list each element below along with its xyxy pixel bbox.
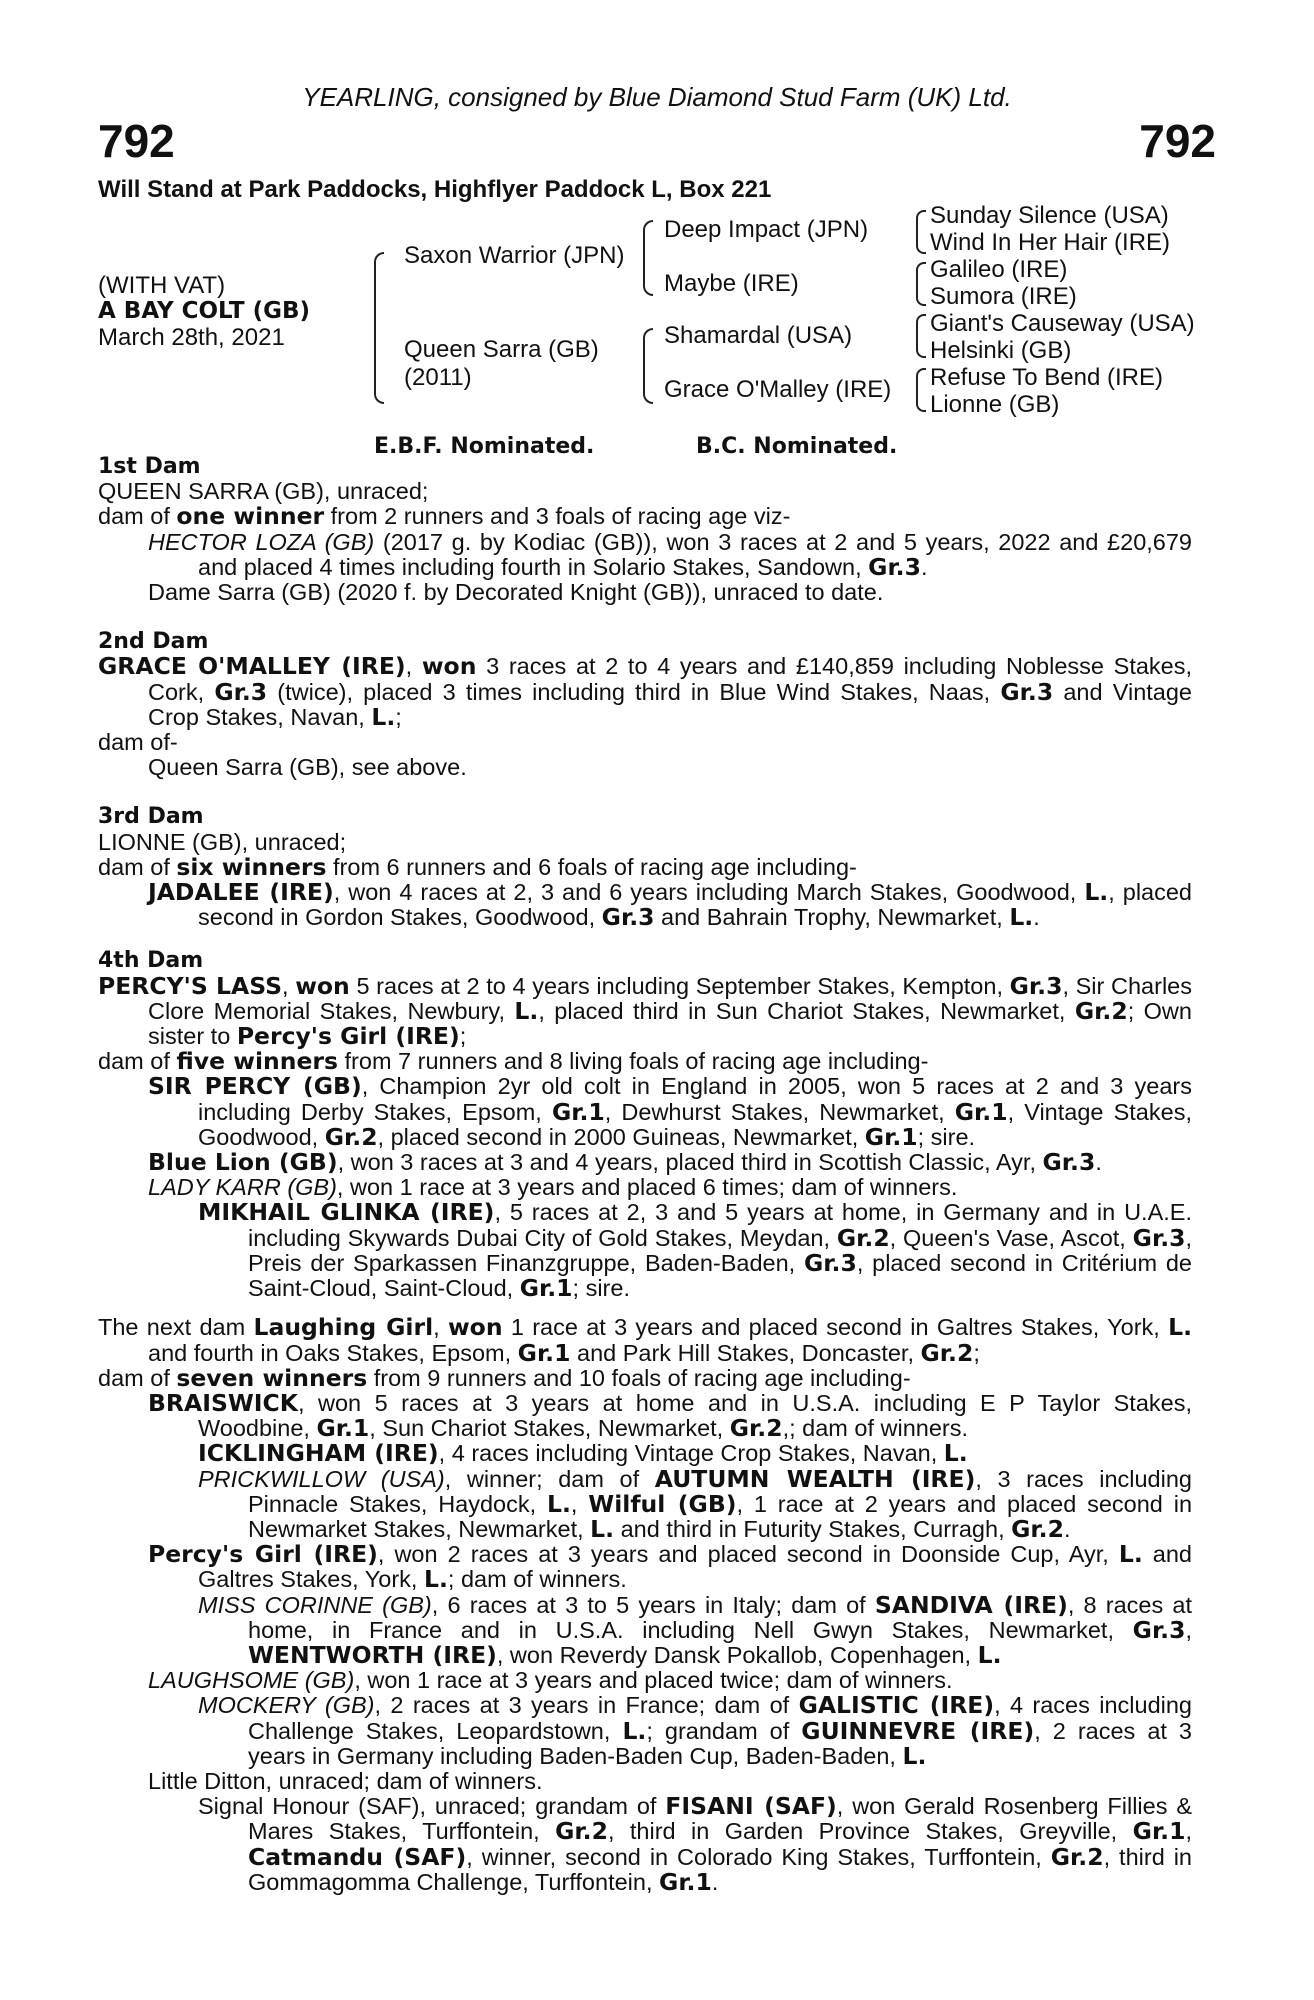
third-dam-produce: dam of six winners from 6 runners and 6 foals of racing age including- (98, 852, 857, 881)
pedigree-g1: Sunday Silence (USA) (930, 202, 1169, 229)
pedigree-brace-g4 (916, 368, 926, 412)
second-dam-record: GRACE O'MALLEY (IRE), won 3 races at 2 to 4 years and £140,859 including Noblesse Stakes, Cork, Gr.3 (twice), placed 3 times including third in Blue Wind Stakes, Naas, Gr.3 and Vintage Crop Stakes, Navan, L.; (98, 652, 1193, 731)
pedigree-g8: Lionne (GB) (930, 391, 1060, 418)
pedigree-brace-sire (643, 220, 653, 296)
fourth-dam-produce: dam of five winners from 7 runners and 8 living foals of racing age including- (98, 1047, 929, 1076)
dam-year: (2011) (404, 364, 472, 391)
third-dam-progeny: JADALEE (IRE), won 4 races at 2, 3 and 6 years including March Stakes, Goodwood, L., placed second in Gordon Stakes, Goodwood, Gr.3 and Bahrain Trophy, Newmarket, L.. (148, 878, 1192, 932)
fourth-dam-progeny-lady-karr: LADY KARR (GB), won 1 race at 3 years and placed 6 times; dam of winners. (148, 1174, 958, 1201)
sire-sire: Deep Impact (JPN) (664, 216, 869, 243)
pedigree-g3: Galileo (IRE) (930, 256, 1068, 283)
second-dam-heading: 2nd Dam (98, 629, 209, 655)
fourth-dam-progeny-sir-percy: SIR PERCY (GB), Champion 2yr old colt in England in 2005, won 5 races at 2 and 3 years including Derby Stakes, Epsom, Gr.1, Dewhurst Stakes, Newmarket, Gr.1, Vintage Stakes, Goodwood, Gr.2, placed second in 2000 Guineas, Newmarket, Gr.1; sire. (148, 1072, 1192, 1151)
pedigree-g2: Wind In Her Hair (IRE) (930, 229, 1171, 256)
pedigree-g4: Sumora (IRE) (930, 283, 1077, 310)
pedigree-brace-g2 (916, 262, 926, 306)
next-dam-grandprogeny-icklingham: ICKLINGHAM (IRE), 4 races including Vintage Crop Stakes, Navan, L. (198, 1439, 968, 1468)
next-dam-produce: dam of seven winners from 9 runners and 10 foals of racing age including- (98, 1363, 911, 1392)
pedigree-brace-g3 (916, 314, 926, 358)
first-dam-heading: 1st Dam (98, 454, 201, 479)
catalogue-body (98, 454, 1192, 1895)
pedigree-g5: Giant's Causeway (USA) (930, 310, 1195, 337)
next-dam-progeny-little-ditton: Little Ditton, unraced; dam of winners. (148, 1767, 543, 1794)
next-dam-progeny-braiswick: BRAISWICK, won 5 races at 3 years at home and in U.S.A. including E P Taylor Stakes, Woodbine, Gr.1, Sun Chariot Stakes, Newmarket, Gr.2,; dam of winners. (148, 1388, 1192, 1443)
first-dam-produce: dam of one winner from 2 runners and 3 foals of racing age viz- (98, 502, 791, 531)
fourth-dam-record: PERCY'S LASS, won 5 races at 2 to 4 years including September Stakes, Kempton, Gr.3, Sir Charles Clore Memorial Stakes, Newbury, L., placed third in Sun Chariot Stakes, Newmarket, Gr.2; Own sister to Percy's Girl (IRE); (98, 971, 1192, 1051)
fourth-dam-progeny-blue-lion: Blue Lion (GB), won 3 races at 3 and 4 years, placed third in Scottish Classic, Ayr, Gr.3. (148, 1148, 1102, 1177)
dam-sire: Shamardal (USA) (664, 322, 853, 349)
next-dam-grandprogeny-signal-honour: Signal Honour (SAF), unraced; grandam of FISANI (SAF), won Gerald Rosenberg Fillies & Mares Stakes, Turffontein, Gr.2, third in Garden Province Stakes, Greyville, Gr.1, Catmandu (SAF), winner, second in Colorado King Stakes, Turffontein, Gr.2, third in Gommagomma Challenge, Turffontein, Gr.1. (198, 1792, 1193, 1896)
fourth-dam-grandprogeny-mikhail-glinka: MIKHAIL GLINKA (IRE), 5 races at 2, 3 and 5 years at home, in Germany and in U.A.E. including Skywards Dubai City of Gold Stakes, Meydan, Gr.2, Queen's Vase, Ascot, Gr.3, Preis der Sparkassen Finanzgruppe, Baden-Baden, Gr.3, placed second in Critérium de Saint-Cloud, Saint-Cloud, Gr.1; sire. (198, 1198, 1193, 1303)
next-dam-record: The next dam Laughing Girl, won 1 race at 3 years and placed second in Galtres Stakes, York, L. and fourth in Oaks Stakes, Epsom, Gr.1 and Park Hill Stakes, Doncaster, Gr.2; (98, 1313, 1192, 1367)
consignment-line: YEARLING, consigned by Blue Diamond Stud Farm (UK) Ltd. (302, 82, 1012, 112)
pedigree-brace-dam (643, 328, 653, 404)
horse-name: A BAY COLT (GB) (98, 298, 311, 324)
lot-number-right: 792 (1139, 115, 1216, 167)
next-dam-progeny-percys-girl: Percy's Girl (IRE), won 2 races at 3 years and placed second in Doonside Cup, Ayr, L. and Galtres Stakes, York, L.; dam of winners. (148, 1540, 1192, 1594)
bc-nomination: B.C. Nominated. (696, 434, 898, 459)
third-dam-heading: 3rd Dam (98, 804, 204, 830)
next-dam-grandprogeny-prickwillow: PRICKWILLOW (USA), winner; dam of AUTUMN WEALTH (IRE), 3 races including Pinnacle Stakes, Haydock, L., Wilful (GB), 1 race at 2 years and placed second in Newmarket Stakes, Newmarket, L. and third in Futurity Stakes, Curragh, Gr.2. (198, 1464, 1193, 1543)
dam-dam: Grace O'Malley (IRE) (664, 376, 892, 403)
pedigree-brace-main (374, 252, 384, 404)
vat-note: (WITH VAT) (98, 272, 226, 299)
first-dam-progeny-1: HECTOR LOZA (GB) (2017 g. by Kodiac (GB)), won 3 races at 2 and 5 years, 2022 and £20,679 and placed 4 times including fourth in Solario Stakes, Sandown, Gr.3. (148, 528, 1192, 581)
ebf-nomination: E.B.F. Nominated. (374, 434, 595, 459)
first-dam-line: QUEEN SARRA (GB), unraced; (98, 478, 429, 505)
foaling-date: March 28th, 2021 (98, 324, 285, 351)
dam: Queen Sarra (GB) (404, 336, 599, 363)
pedigree-g7: Refuse To Bend (IRE) (930, 364, 1164, 391)
sire: Saxon Warrior (JPN) (404, 242, 625, 269)
lot-number-left: 792 (98, 115, 175, 167)
pedigree-g6: Helsinki (GB) (930, 337, 1072, 364)
next-dam-grandprogeny-miss-corinne: MISS CORINNE (GB), 6 races at 3 to 5 years in Italy; dam of SANDIVA (IRE), 8 races at home, in France and in U.S.A. including Nell Gwyn Stakes, Newmarket, Gr.3, WENTWORTH (IRE), won Reverdy Dansk Pokallob, Copenhagen, L. (198, 1590, 1192, 1669)
fourth-dam-heading: 4th Dam (98, 948, 204, 974)
stand-location: Will Stand at Park Paddocks, Highflyer Paddock L, Box 221 (98, 176, 772, 203)
pedigree-brace-g1 (916, 210, 926, 254)
third-dam-line: LIONNE (GB), unraced; (98, 828, 347, 855)
next-dam-progeny-laughsome: LAUGHSOME (GB), won 1 race at 3 years and placed twice; dam of winners. (148, 1667, 953, 1694)
second-dam-progeny: Queen Sarra (GB), see above. (148, 754, 467, 781)
sire-dam: Maybe (IRE) (664, 270, 799, 297)
first-dam-progeny-2: Dame Sarra (GB) (2020 f. by Decorated Knight (GB)), unraced to date. (148, 579, 884, 606)
second-dam-produce: dam of- (98, 729, 178, 756)
next-dam-grandprogeny-mockery: MOCKERY (GB), 2 races at 3 years in France; dam of GALISTIC (IRE), 4 races including Challenge Stakes, Leopardstown, L.; grandam of GUINNEVRE (IRE), 2 races at 3 years in Germany including Baden-Baden Cup, Baden-Baden, L. (198, 1691, 1193, 1770)
